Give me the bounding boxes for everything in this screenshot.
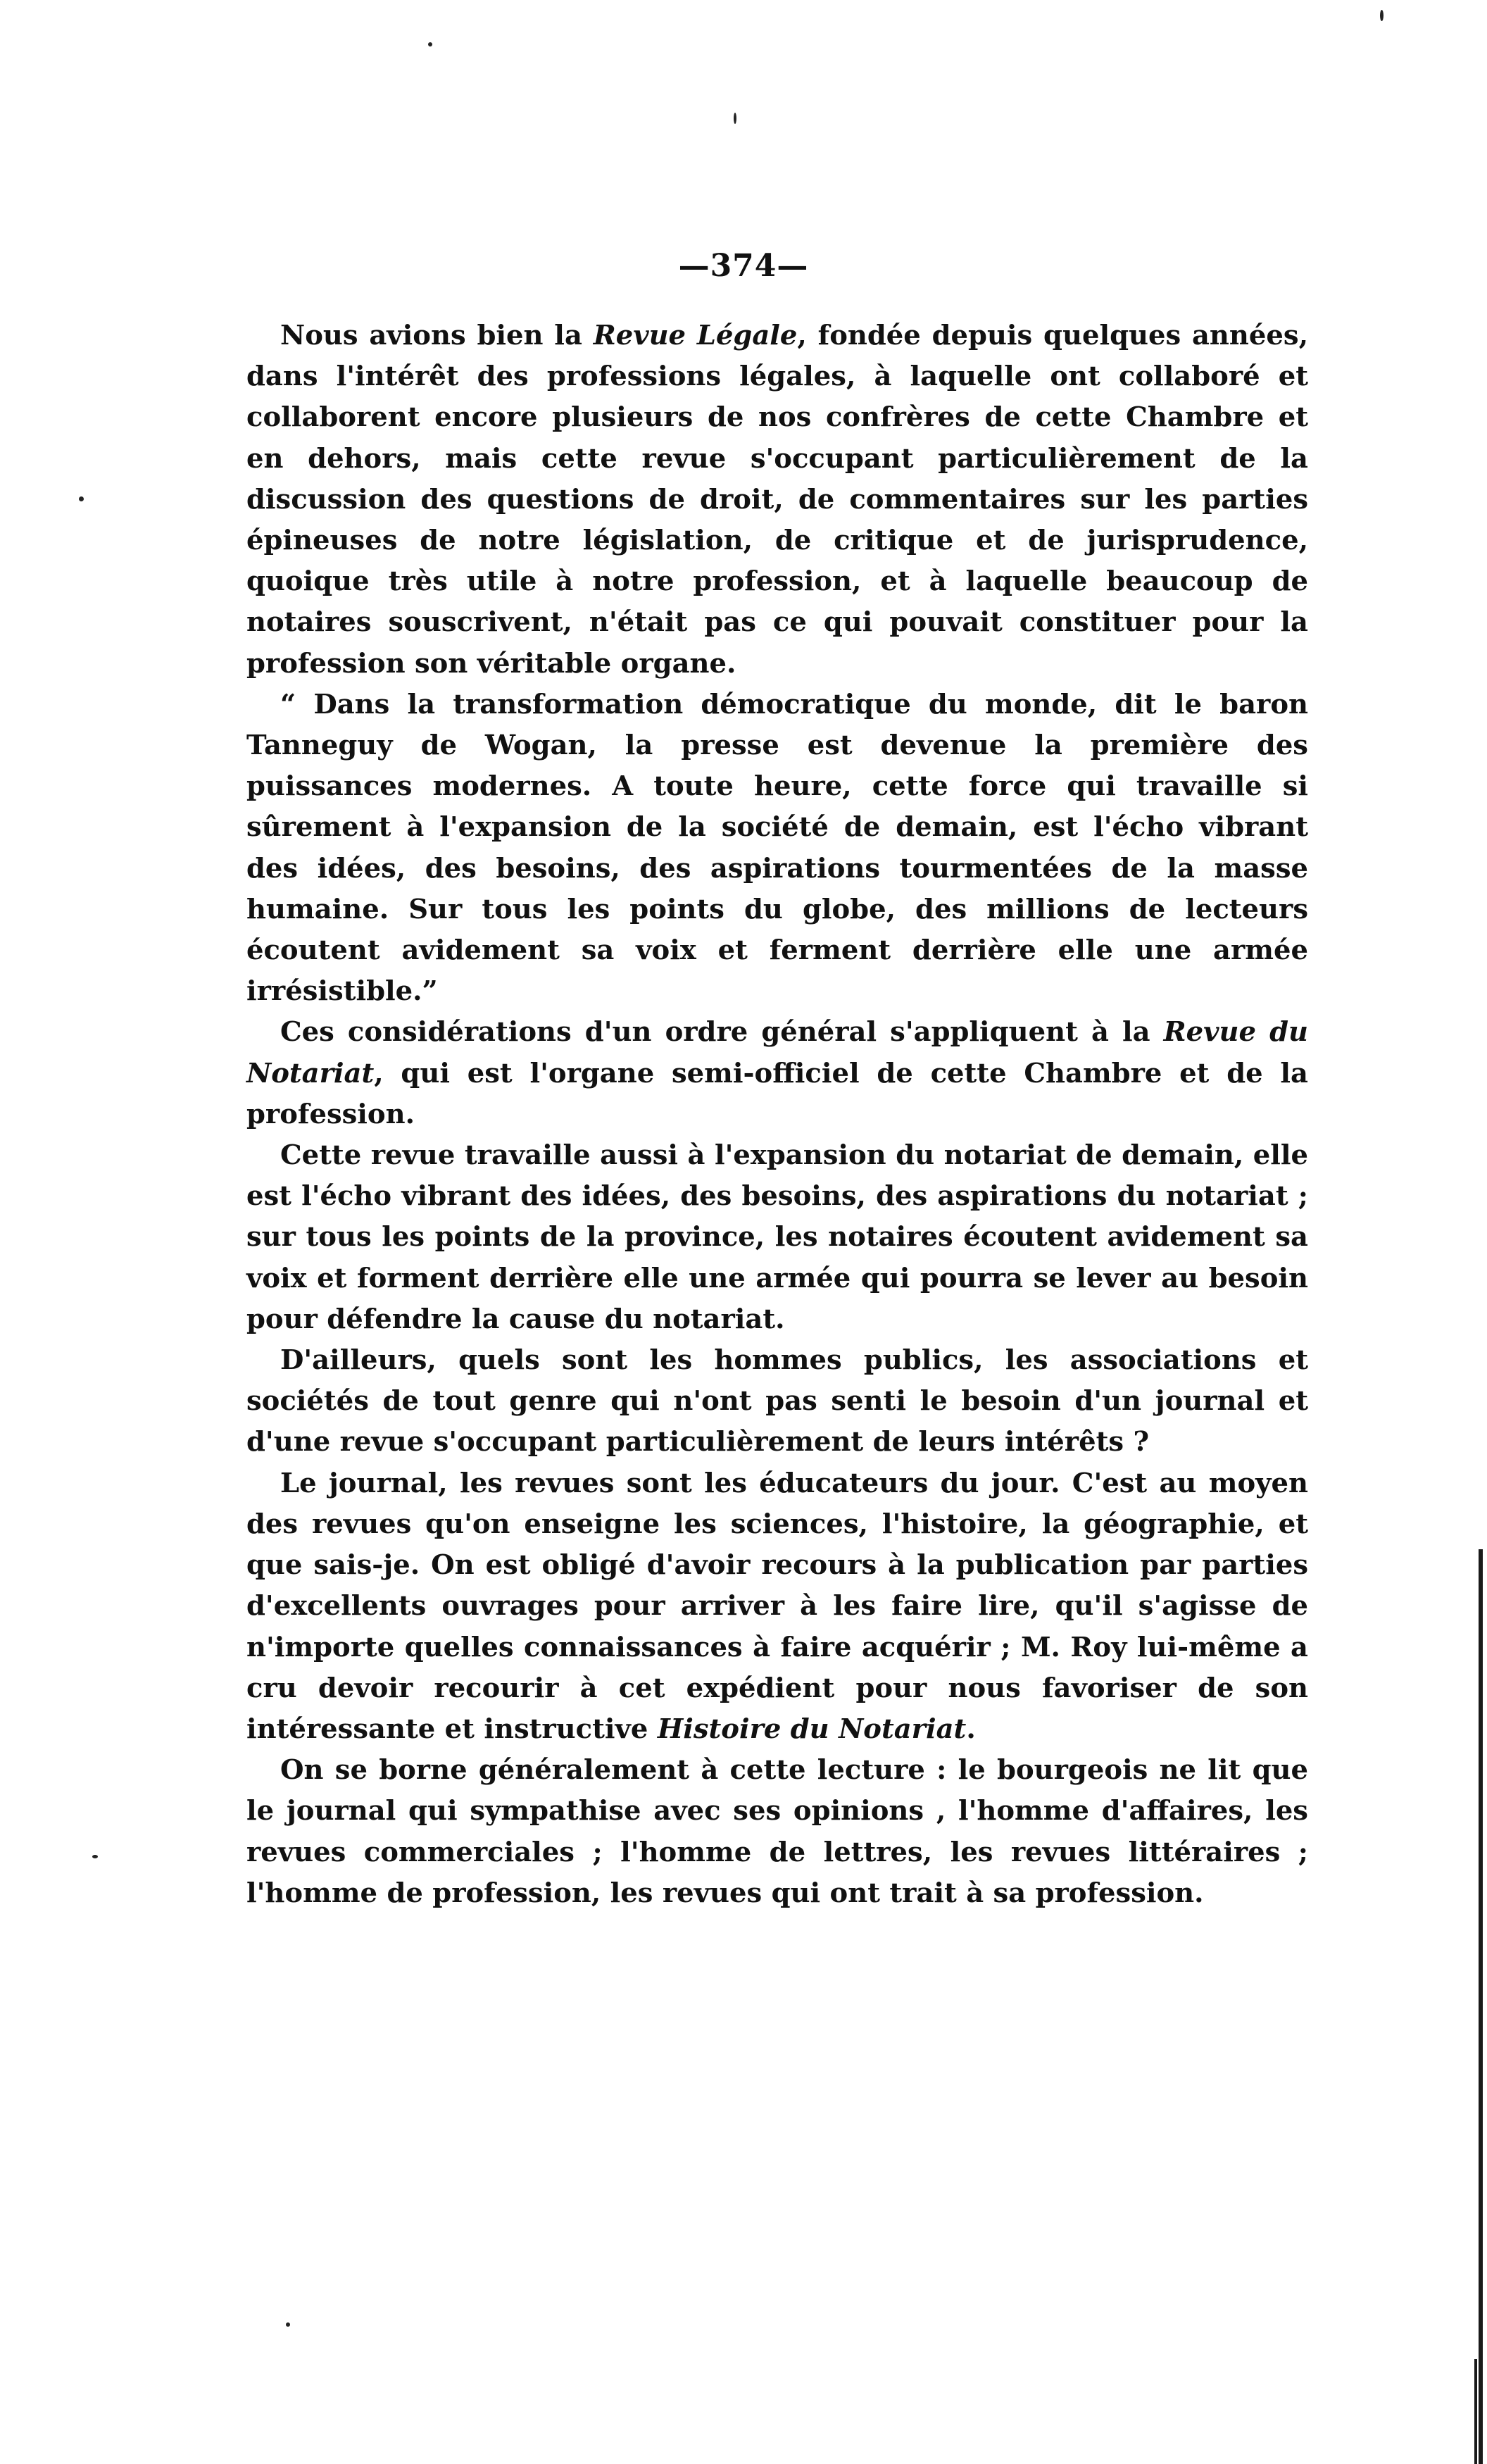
italic-title: Revue du Notariat	[246, 1016, 1308, 1089]
scan-speck	[92, 1855, 98, 1858]
paragraph-text: D'ailleurs, quels sont les hommes publics, les associations et sociétés de tout genre qui n'ont pas senti le besoin d'un journal et d'une revue s'occupant particulièrement de leurs intérêts ?	[246, 1344, 1308, 1458]
paragraph-text: Nous avions bien la	[280, 320, 594, 351]
paragraph-text: Cette revue travaille aussi à l'expansion du notariat de demain, elle est l'écho vibrant des idées, des besoins, des aspirations du notariat ; sur tous les points de la province, les notaires écoutent avidement sa voix et forment derrière elle une armée qui pourra se lever au besoin pour défendre la cause du notariat.	[246, 1139, 1308, 1335]
paragraph	[246, 1463, 1308, 1750]
scan-speck	[79, 496, 84, 501]
paragraph-text: , fondée depuis quelques années, dans l'intérêt des professions légales, à laquelle ont collaboré et collaborent encore plusieurs de nos confrères de cette Chambre et en dehors, mais cette revue s'occupant particulièrement de la discussion des questions de droit, de commentaires sur les parties épineuses de notre législation, de critique et de jurisprudence, quoique très utile à notre profession, et à laquelle beaucoup de notaires souscrivent, n'était pas ce qui pouvait constituer pour la profession son véritable organe.	[246, 320, 1308, 680]
paragraph-text: “ Dans la transformation démocratique du monde, dit le baron Tanneguy de Wogan, la presse est devenue la première des puissances modernes. A toute heure, cette force qui travaille si sûrement à l'expansion de la société de demain, est l'écho vibrant des idées, des besoins, des aspirations tourmentées de la masse humaine. Sur tous les points du globe, des millions de lecteurs écoutent avidement sa voix et ferment derrière elle une armée irrésistible.”	[246, 688, 1308, 1008]
paragraph	[246, 684, 1308, 1013]
paragraph-text: .	[966, 1713, 976, 1745]
scan-speck	[286, 2322, 290, 2327]
italic-title: Revue Légale	[593, 320, 798, 351]
page-number: —374—	[678, 248, 809, 284]
page-edge-shadow	[1479, 1549, 1483, 2464]
scan-speck	[428, 42, 432, 46]
paragraph-text: , qui est l'organe semi-officiel de cette Chambre et de la profession.	[246, 1057, 1308, 1130]
paragraph-text: On se borne généralement à cette lecture : le bourgeois ne lit que le journal qui sympathise avec ses opinions , l'homme d'affaires, les revues commerciales ; l'homme de lettres, les revues littéraires ; l'homme de profession, les revues qui ont trait à sa profession.	[246, 1754, 1308, 1909]
paragraph	[246, 1135, 1308, 1340]
paragraph-text: Ces considérations d'un ordre général s'appliquent à la	[280, 1016, 1164, 1049]
paragraph	[246, 1750, 1308, 1914]
italic-title: Histoire du Notariat	[657, 1713, 967, 1745]
page-edge-shadow-inner	[1474, 2359, 1477, 2464]
paragraph	[246, 1340, 1308, 1463]
paragraph-text: Le journal, les revues sont les éducateurs du jour. C'est au moyen des revues qu'on enseigne les sciences, l'histoire, la géographie, et que sais-je. On est obligé d'avoir recours à la publication par parties d'excellents ouvrages pour arriver à les faire lire, qu'il s'agisse de n'importe quelles connaissances à faire acquérir ; M. Roy lui-même a cru devoir recourir à cet expédient pour nous favoriser de son intéressante et instructive	[246, 1467, 1308, 1745]
body-text	[246, 315, 1308, 1914]
scan-speck	[1380, 10, 1384, 21]
paragraph	[246, 1012, 1308, 1135]
paragraph	[246, 315, 1308, 684]
scan-speck	[734, 113, 736, 124]
